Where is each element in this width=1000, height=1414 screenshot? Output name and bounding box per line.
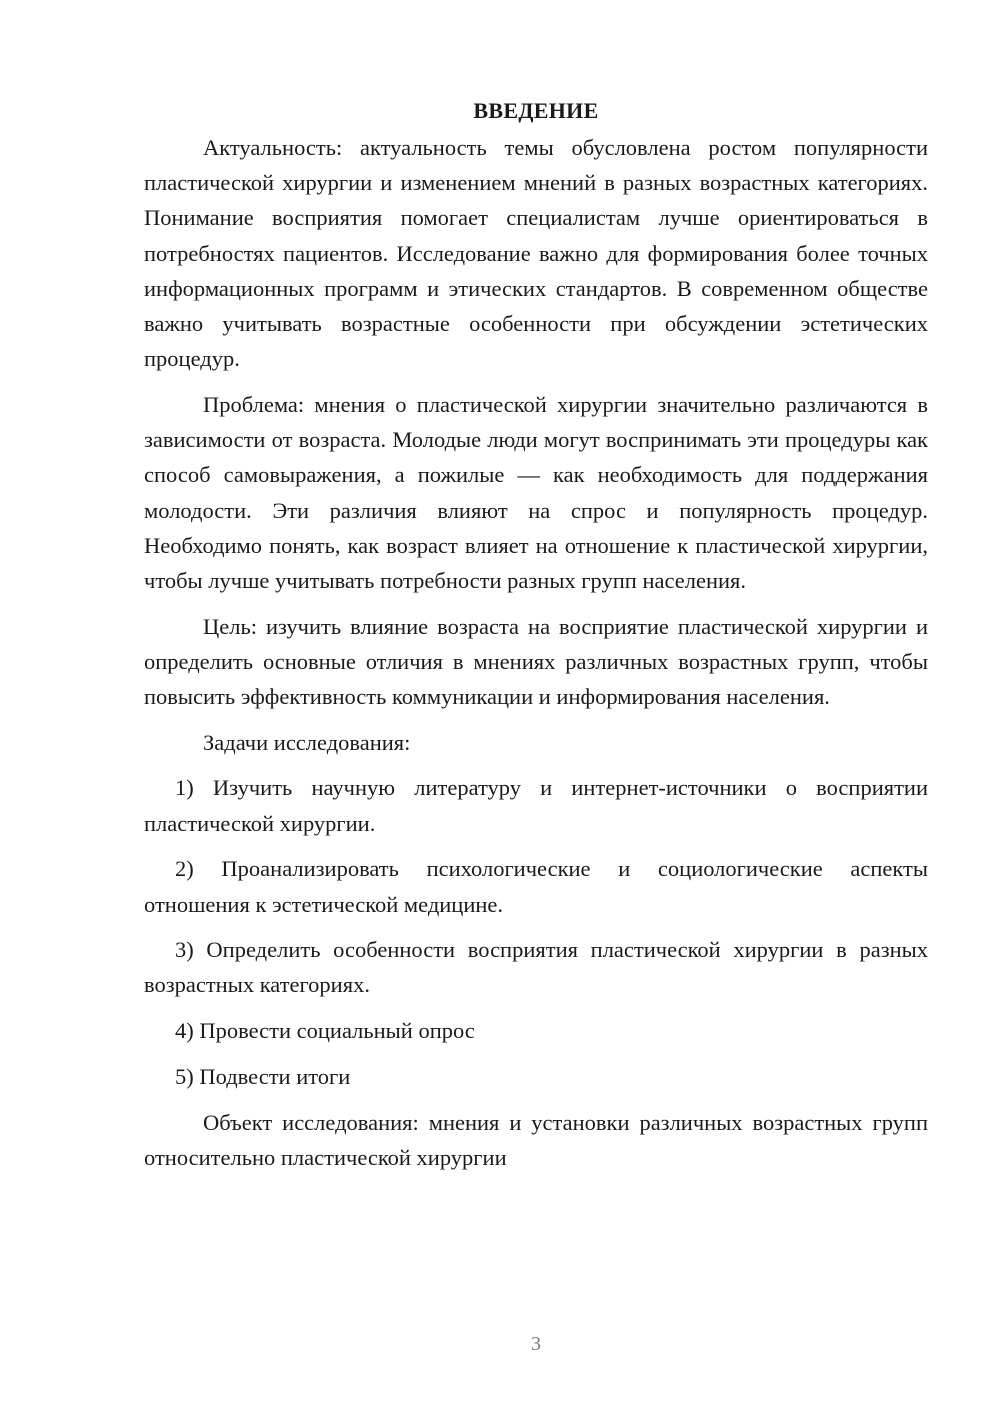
page-content — [144, 96, 928, 1185]
paragraph-relevance: Актуальность: актуальность темы обусловлена ростом популярности пластической хирургии и изменением мнений в разных возрастных категориях. Понимание восприятия помогает специалистам лучше ориентироваться в потребностях пациентов. Исследование важно для формирования более точных информационных программ и этических стандартов. В современном обществе важно учитывать возрастные особенности при обсуждении эстетических процедур. — [144, 135, 928, 372]
page-title: ВВЕДЕНИЕ — [473, 98, 599, 123]
list-item: 3) Определить особенности восприятия пластической хирургии в разных возрастных категориях. — [144, 937, 928, 998]
paragraph-object: Объект исследования: мнения и установки различных возрастных групп относительно пластической хирургии — [144, 1109, 928, 1170]
list-item: 1) Изучить научную литературу и интернет-источники о восприятии пластической хирургии. — [144, 775, 928, 836]
tasks-list — [144, 770, 928, 1094]
list-item: 5) Подвести итоги — [175, 1063, 351, 1089]
list-item: 4) Провести социальный опрос — [175, 1018, 475, 1044]
paragraph-problem: Проблема: мнения о пластической хирургии значительно различаются в зависимости от возраста. Молодые люди могут воспринимать эти процедуры как способ самовыражения, а пожилые — как необходимость для поддержания молодости. Эти различия влияют на спрос и популярность процедур. Необходимо понять, как возраст влияет на отношение к пластической хирургии, чтобы лучше учитывать потребности разных групп населения. — [144, 391, 928, 593]
list-item: 2) Проанализировать психологические и социологические аспекты отношения к эстетической медицине. — [144, 856, 928, 917]
paragraph-goal: Цель: изучить влияние возраста на восприятие пластической хирургии и определить основные отличия в мнениях различных возрастных групп, чтобы повысить эффективность коммуникации и информирования населения. — [144, 613, 928, 710]
tasks-heading: Задачи исследования: — [203, 729, 411, 755]
page-number: 3 — [531, 1333, 541, 1355]
